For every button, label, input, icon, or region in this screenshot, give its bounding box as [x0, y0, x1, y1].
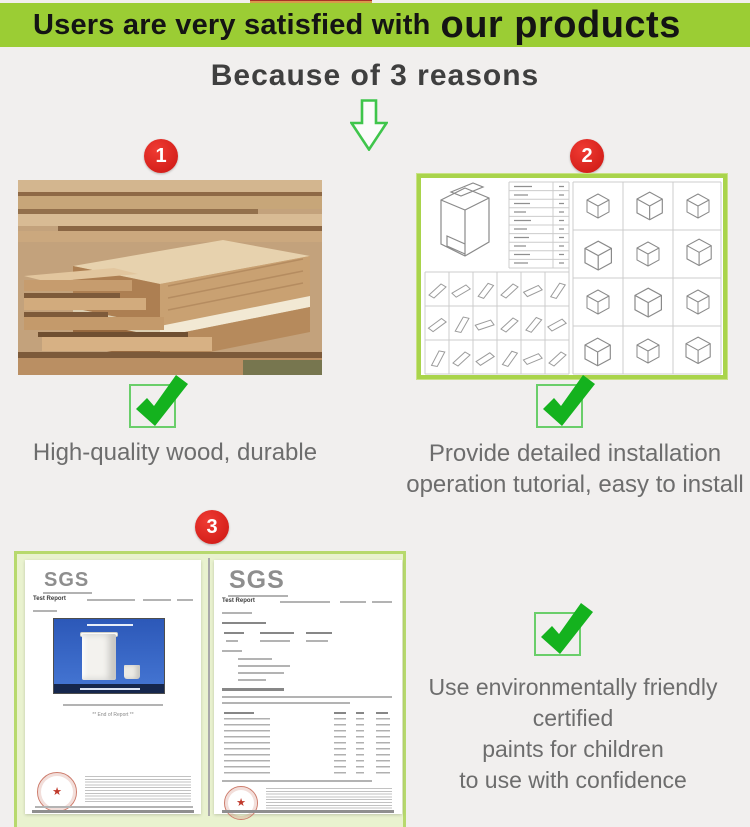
sgs-logo: SGS — [228, 568, 288, 597]
text-line — [87, 599, 135, 601]
end-of-report: ** End of Report ** — [92, 712, 134, 718]
check-icon — [531, 599, 595, 657]
text-line — [306, 632, 332, 634]
text-line — [222, 780, 372, 782]
banner-text-emphasis: our products — [440, 3, 681, 46]
fine-print-block — [266, 788, 392, 810]
fine-print-block — [85, 776, 191, 802]
text-line — [35, 806, 193, 808]
text-line — [238, 679, 266, 681]
text-line — [222, 650, 242, 652]
caption-line: certified — [532, 705, 614, 731]
table-header-line — [356, 712, 364, 714]
check-icon — [533, 371, 597, 429]
text-line — [226, 640, 238, 642]
text-line — [63, 704, 163, 706]
test-report-label: Test Report — [222, 598, 255, 604]
page-footer-bar — [222, 810, 395, 813]
banner-text: Users are very satisfied with — [33, 8, 431, 41]
text-line — [222, 612, 252, 614]
wood-stack-photo — [18, 180, 322, 375]
text-line — [222, 688, 284, 691]
banner — [0, 3, 750, 47]
page-divider — [208, 558, 210, 816]
text-line — [238, 672, 284, 674]
caption-line: paints for children — [482, 736, 664, 762]
table-column — [376, 718, 390, 774]
check-icon — [126, 371, 190, 429]
reason-3-caption — [408, 672, 738, 796]
text-line — [340, 601, 366, 603]
reason-2-caption — [402, 438, 748, 500]
text-line — [33, 610, 57, 612]
text-line — [143, 599, 171, 601]
caption-line: to use with confidence — [459, 767, 687, 793]
sample-cup — [124, 665, 140, 679]
report-page-left — [25, 560, 201, 814]
section-heading: Because of 3 reasons — [210, 59, 540, 92]
table-column — [224, 718, 270, 774]
report-page-right — [214, 560, 402, 814]
text-line — [372, 601, 392, 603]
badge-2-number: 2 — [581, 144, 593, 167]
caption-line: Use environmentally friendly — [428, 674, 718, 700]
test-report-label: Test Report — [33, 596, 66, 602]
table-header-line — [376, 712, 388, 714]
installation-manual-image — [417, 174, 727, 379]
table-header-line — [224, 712, 254, 714]
text-line — [306, 640, 328, 642]
text-line — [222, 622, 266, 624]
text-line — [177, 599, 193, 601]
photo-caption-line — [87, 624, 133, 626]
photo-strip — [54, 684, 164, 693]
text-line — [260, 640, 290, 642]
text-line — [260, 632, 294, 634]
caption-line: Provide detailed installation — [428, 440, 722, 467]
paint-bucket — [82, 634, 116, 680]
stamp-star-icon: ★ — [52, 785, 62, 798]
caption-line: operation tutorial, easy to install — [406, 471, 744, 498]
text-line — [280, 601, 330, 603]
stamp-icon — [224, 786, 258, 820]
reason-1-caption — [0, 437, 350, 468]
sgs-report-image — [14, 551, 406, 827]
badge-3-number: 3 — [206, 515, 218, 538]
sample-photo — [53, 618, 165, 694]
badge-1 — [144, 139, 178, 173]
sgs-logo: SGS — [43, 570, 92, 594]
text-line — [238, 665, 290, 667]
badge-1-number: 1 — [155, 144, 167, 167]
page-footer-bar — [32, 810, 194, 813]
text-line — [222, 696, 392, 698]
badge-2 — [570, 139, 604, 173]
text-line — [224, 632, 244, 634]
down-arrow-icon — [350, 99, 388, 151]
manual-diagram — [421, 178, 723, 375]
stamp-star-icon: ★ — [236, 796, 246, 809]
table-column — [356, 718, 364, 774]
table-column — [334, 718, 346, 774]
text-line — [238, 658, 272, 660]
caption-line: High-quality wood, durable — [32, 439, 318, 466]
badge-3 — [195, 510, 229, 544]
table-header-line — [334, 712, 346, 714]
text-line — [222, 702, 350, 704]
